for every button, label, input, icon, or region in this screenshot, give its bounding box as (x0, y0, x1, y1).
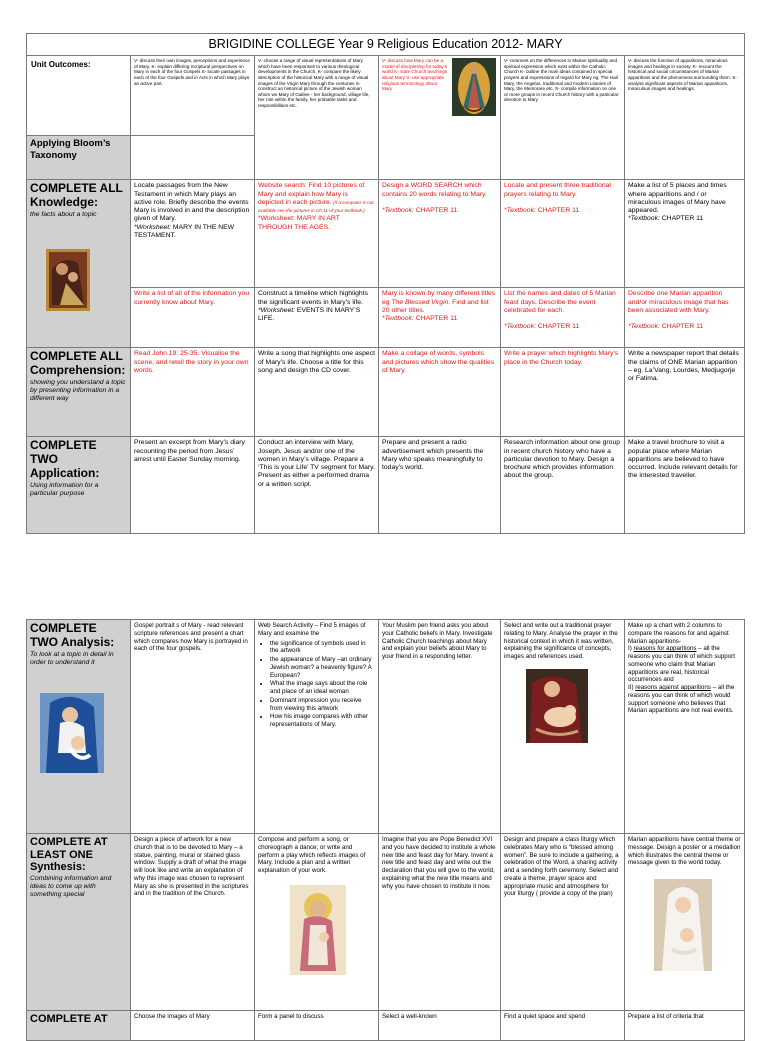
list-item: • What the image says about the role and place of an ideal woman (270, 680, 375, 696)
outcome-cell: V- comment on the differences in Marian spirituality and spiritual expression which exist within the Catholic Church K- outline the main ideas contained in special prayers and expressions of regard for Mary eg. The Hail Mary, the Angelus, traditional and modern Litanies of Mary, the Memorare etc. S- compile information on one or more groups in recent Church history with a particular devotion to Mary (501, 56, 625, 180)
application-task: Make a travel brochure to visit a popular place where Marian apparitions are believed to have occurred. Include relevant details for the interested traveller. (625, 437, 745, 534)
analysis-task: Web Search Activity – Find 5 images of Mary and examine the • the significance of symbols used in the artwork • the appearance of Mary –an ordinary Jewish woman? a heavenly figure? A European? • What the image says about the role and place of an ideal woman • Dominant impression you receive from viewing this artwork • How his image compares with other representations of Mary. (255, 620, 379, 834)
knowledge-task: Make a list of 5 places and times where apparitions and / or miraculous images of Mary have appeared. *Textbook: CHAPTER 11 (625, 180, 745, 288)
synthesis-row-header (27, 834, 131, 1011)
synthesis-task: Design and prepare a class liturgy which celebrates Mary who is “blessed among women”. Be sure to include a gathering, a celebration of the Word, a sharing activity and a sending forth ceremony. Select and create a theme, prayer space and appropriate music and atmosphere for your liturgy ( provide a copy of the plan) (501, 834, 625, 1011)
knowledge-task: Describe one Marian apparition and/or miraculous image that has been associated with Mary. *Textbook: CHAPTER 11 (625, 288, 745, 348)
blooms-taxonomy-label: Applying Bloom’s Taxonomy (27, 136, 131, 180)
analysis-task: Make up a chart with 2 columns to compare the reasons for and against Marian apparitions- I) reasons for apparitions – all the reasons you can think of which support someone who claim that Marian apparitions are real, historical occurrences and II) reasons against apparitions – all the reasons you can think of which would support someone who believes that Marian apparitions are not real events. (625, 620, 745, 834)
knowledge-row-header (27, 180, 131, 348)
empty-cell (131, 136, 255, 180)
analysis-task: Select and write out a traditional prayer relating to Mary. Analyse the prayer in the historical context in which it was written, explaining the significance of concepts, images and references used. (501, 620, 625, 834)
knowledge-task: Write a list of all of the information you currently know about Mary. (131, 288, 255, 348)
outcome-cell (379, 56, 501, 180)
evaluation-task: Choose the images of Mary (131, 1011, 255, 1041)
outcome-cell: V- discuss their own images, perceptions and experience of Mary. K- explain differing Scriptural perspectives on Mary in each of the four Gospels S- locate passages in each of the four Gospels and in Acts in which Mary plays an active part. (131, 56, 255, 136)
document-title: BRIGIDINE COLLEGE Year 9 Religious Education 2012- MARY (27, 34, 745, 56)
row-subtitle: Using information for a particular purpose (30, 481, 99, 497)
evaluation-task: Select a well-known (379, 1011, 501, 1041)
application-task: Prepare and present a radio advertisement which presents the Mary who speaks meaningfully to today’s world. (379, 437, 501, 534)
comprehension-task: Make a collage of words, symbols and pictures which show the qualities of Mary. (379, 348, 501, 437)
evaluation-task: Prepare a list of criteria that (625, 1011, 745, 1041)
icon-madonna-image (46, 249, 127, 314)
list-item: • How his image compares with other representations of Mary. (270, 713, 375, 729)
table-top (26, 33, 744, 534)
knowledge-task: Mary is known by many different titles eg The Blessed Virgin. Find and list 20 other titles. *Textbook: CHAPTER 11 (379, 288, 501, 348)
comprehension-task: Write a newspaper report that details the claims of ONE Marian apparition – eg. La’Vang, Lourdes, Medjugorje or Fatima. (625, 348, 745, 437)
unit-outcomes-label: Unit Outcomes: (27, 56, 131, 136)
list-item: • the appearance of Mary –an ordinary Jewish woman? a heavenly figure? A European? (270, 656, 375, 679)
list-item: • Dominant impression you receive from viewing this artwork (270, 697, 375, 713)
analysis-task: Your Muslim pen friend asks you about your Catholic beliefs in Mary. Investigate Catholic Church teachings about Mary and explain your beliefs about Mary to your friend in a responding letter. (379, 620, 501, 834)
knowledge-task: Design a WORD SEARCH which contains 20 words relating to Mary. *Textbook: CHAPTER 11 (379, 180, 501, 288)
synthesis-task: Imagine that you are Pope Benedict XVI and you have decided to institute a whole new title and feast day for Mary. Invent a new title and feast day and write out the declaration that you will give to the world, explaining what the new title means and why you have chosen to institute it now. (379, 834, 501, 1011)
knowledge-task: Website search: Find 10 pictures of Mary and explain how Mary is depicted in each picture. (If a computer is not available see the pictures in Ch 11 of your textbook.) *Worksheet: MARY IN ART THROUGH THE AGES. (255, 180, 379, 288)
row-subtitle: To look at a topic in detail in order to understand it (30, 650, 114, 666)
evaluation-row-header (27, 1011, 131, 1041)
mary-child-image (40, 693, 127, 776)
row-title: COMPLETE ALL Comprehension: (30, 349, 126, 378)
list-item: • the significance of symbols used in the artwork (270, 640, 375, 656)
application-task: Conduct an interview with Mary, Joseph, Jesus and/or one of the women in Mary’s village. Prepare a ‘This is your Life’ TV segment for Mary. Present as either a performed drama or a written script. (255, 437, 379, 534)
knowledge-task: Construct a timeline which highlights the significant events in Mary’s life. *Worksheet: EVENTS IN MARY’S LIFE. (255, 288, 379, 348)
comprehension-task: Read John 19: 25-35. Visualise the scene, and retell the story in your own words. (131, 348, 255, 437)
application-task: Research information about one group in recent church history who have a particular devotion to Mary. Design a brochure which provides information about the group. (501, 437, 625, 534)
evaluation-task: Form a panel to discuss (255, 1011, 379, 1041)
table-bottom (26, 619, 744, 1041)
synthesis-task: Design a piece of artwork for a new church that is to be devoted to Mary – a statue, painting, mural or stained glass window. Supply a draft of what the image will look like and write an explanation of why this image was chosen to represent Mary as she is presented in the scriptures and in the tradition of the Church. (131, 834, 255, 1011)
row-title: COMPLETE TWO Analysis: (30, 621, 115, 649)
row-subtitle: the facts about a topic (30, 210, 97, 218)
outcome-cell: V- choose a range of visual representations of Mary which have been responses to various theological developments in the Church. K- compare the likely description of the historical Mary with a range of visual images of the Virgin Mary through the centuries S- construct an historical picture of the Jewish woman whom we Mary of Galilee - her background, village life, her role within the family, her probable tasks and responsibilities etc. (255, 56, 379, 180)
mary-white-veil-image (654, 879, 741, 974)
analysis-row-header (27, 620, 131, 834)
row-title: COMPLETE AT LEAST ONE Synthesis: (30, 836, 108, 874)
application-task: Present an excerpt from Mary’s diary recounting the period from Jesus’ arrest until Easter Sunday morning. (131, 437, 255, 534)
row-title: COMPLETE AT (30, 1013, 108, 1025)
evaluation-task: Find a quiet space and spend (501, 1011, 625, 1041)
comprehension-task: Write a song that highlights one aspect of Mary’s life. Choose a title for this song and design the CD cover. (255, 348, 379, 437)
knowledge-task: Locate and present three traditional prayers relating to Mary. *Textbook: CHAPTER 11 (501, 180, 625, 288)
synthesis-task: Marian apparitions have central theme or message. Design a poster or a medallion which illustrates the central theme or message given to the world today. (625, 834, 745, 1011)
mary-holy-card-image (290, 885, 375, 978)
knowledge-task: Locate passages from the New Testament in which Mary plays an active role. Briefly describe the events Mary is involved in and the description given of Mary. *Worksheet: MARY IN THE NEW TESTAMENT. (131, 180, 255, 288)
knowledge-task: List the names and dates of 5 Marian feast days. Describe the event celebrated for each. *Textbook: CHAPTER 11 (501, 288, 625, 348)
comprehension-row-header (27, 348, 131, 437)
comprehension-task: Write a prayer which highlights Mary’s place in the Church today. (501, 348, 625, 437)
analysis-task: Gospel portrait s of Mary - read relevant scripture references and present a chart which compares how Mary is portrayed in each of the four gospels. (131, 620, 255, 834)
outcome-cell: V- discuss the function of apparitions, miraculous images and healings in society. K- recount the historical and social circumstances of Marian apparitions and the phenomena surrounding them. S- analyse significant aspects of Marian apparitions, miraculous images and healings. (625, 56, 745, 180)
row-subtitle: showing you understand a topic by presenting information in a different way (30, 378, 126, 403)
outcome-text: V- discuss how Mary can be a model of discipleship for today’s world K- state Church teachings about Mary S- use appropriate religious terminology about Mary (382, 58, 448, 92)
synthesis-task: Compose and perform a song, or choreograph a dance; or write and perform a play which reflects images of Mary. Include a plan and a written explanation of your work. (255, 834, 379, 1011)
application-row-header (27, 437, 131, 534)
mother-child-painting (526, 669, 621, 746)
row-title: COMPLETE ALL Knowledge: (30, 181, 123, 210)
guadalupe-image (452, 58, 496, 118)
row-title: COMPLETE TWO Application: (30, 438, 100, 480)
row-subtitle: Combining information and ideas to come up with something special (30, 874, 112, 899)
